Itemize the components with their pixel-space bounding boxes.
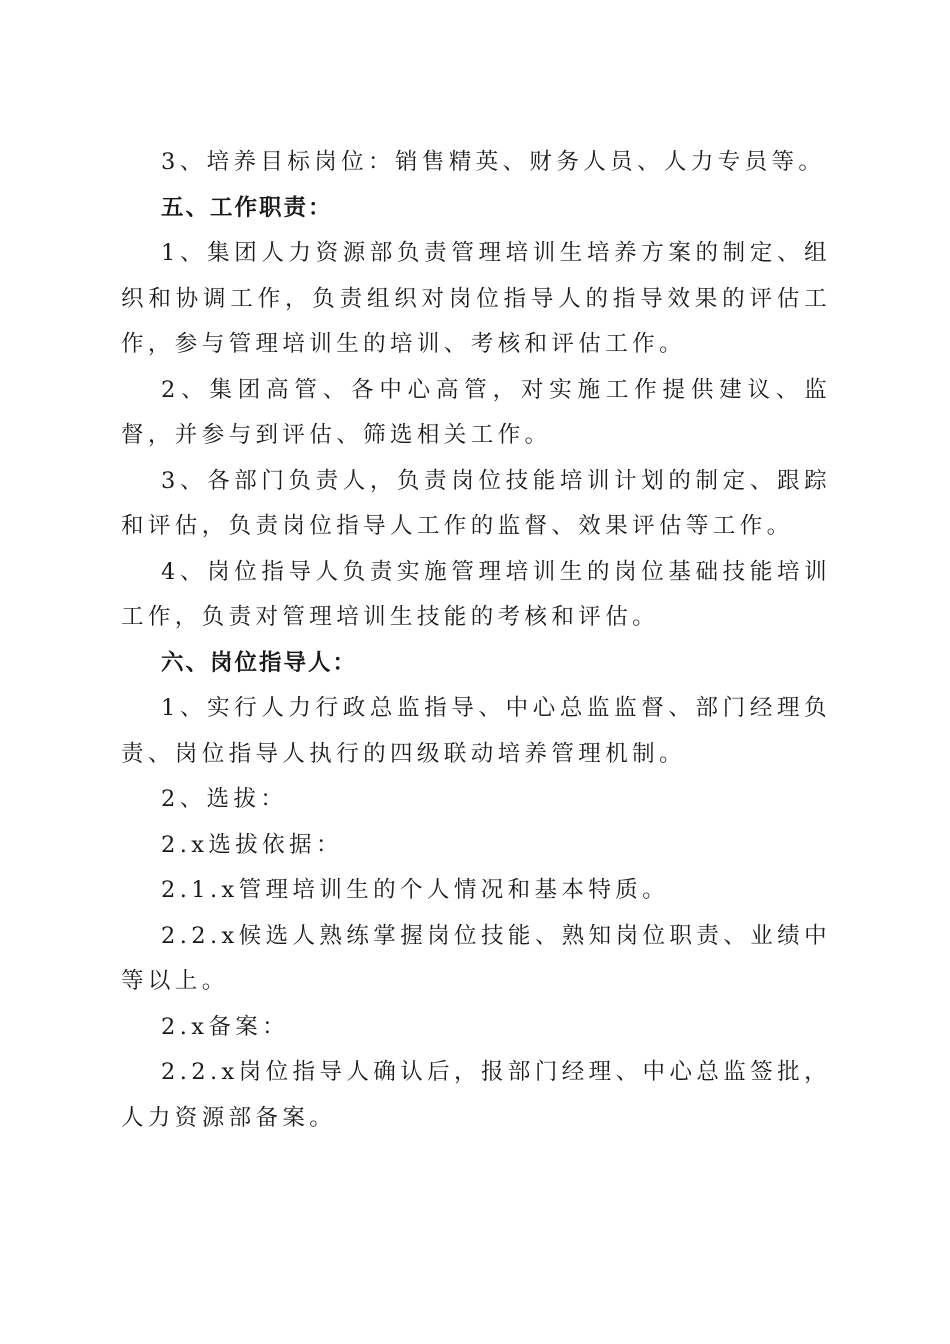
paragraph-basis-item-1: 2.1.x管理培训生的个人情况和基本特质。 — [161, 877, 670, 903]
paragraph-filing: 2.x备案： — [161, 1013, 290, 1040]
paragraph-selection-basis: 2.x选拔依据： — [161, 831, 343, 858]
section-heading-responsibilities: 五、工作职责： — [161, 194, 333, 221]
paragraph-hr-department: 1、集团人力资源部负责管理培训生培养方案的制定、组织和协调工作，负责组织对岗位指导人的指导效果的评估工作，参与管理培训生的培训、考核和评估工作。 — [121, 240, 831, 357]
paragraph-filing-item: 2.2.x岗位指导人确认后，报部门经理、中心总监签批，人力资源部备案。 — [121, 1059, 831, 1131]
paragraph-target-positions: 3、培养目标岗位：销售精英、财务人员、人力专员等。 — [161, 149, 826, 175]
document-body — [121, 140, 831, 1141]
section-heading-mentor: 六、岗位指导人： — [161, 649, 358, 676]
paragraph-executives: 2、集团高管、各中心高管，对实施工作提供建议、监督，并参与到评估、筛选相关工作。 — [121, 376, 831, 448]
paragraph-linkage-mechanism: 1、实行人力行政总监指导、中心总监监督、部门经理负责、岗位指导人执行的四级联动培养管理机制。 — [121, 695, 831, 767]
paragraph-selection: 2、选拔： — [161, 786, 288, 812]
paragraph-department-heads: 3、各部门负责人，负责岗位技能培训计划的制定、跟踪和评估，负责岗位指导人工作的监督、效果评估等工作。 — [121, 467, 831, 539]
paragraph-mentors: 4、岗位指导人负责实施管理培训生的岗位基础技能培训工作，负责对管理培训生技能的考核和评估。 — [121, 558, 831, 630]
paragraph-basis-item-2: 2.2.x候选人熟练掌握岗位技能、熟知岗位职责、业绩中等以上。 — [121, 922, 831, 994]
